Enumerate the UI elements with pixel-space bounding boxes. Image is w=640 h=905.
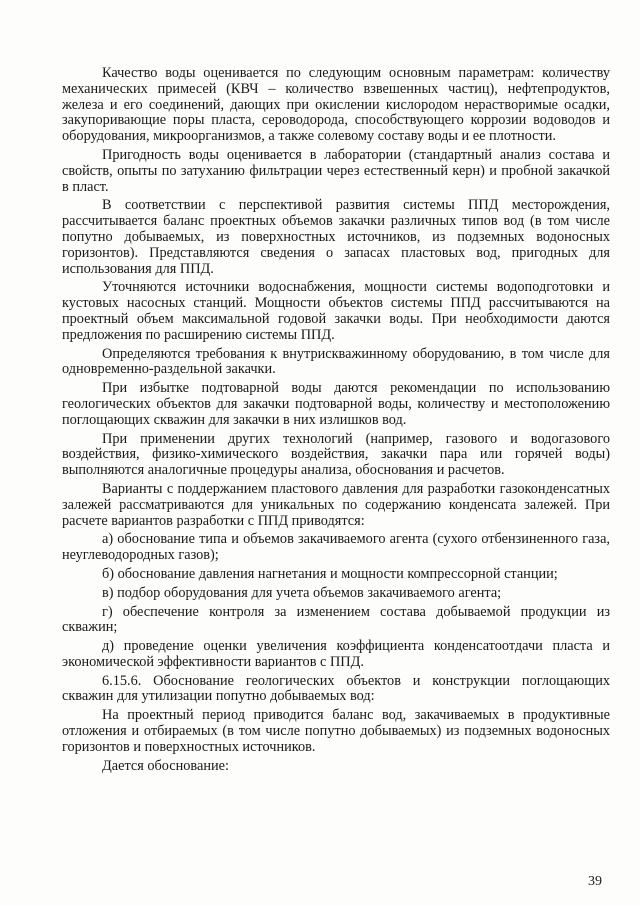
list-item-d: д) проведение оценки увеличения коэффициента конденсатоотдачи пласта и экономической эффективности вариантов с ППД. [62,638,610,670]
paragraph-downhole-equipment: Определяются требования к внутрискважинному оборудованию, в том числе для одновременно-раздельной закачки. [62,345,610,378]
list-item-a: а) обоснование типа и объемов закачиваемого агента (сухого отбензиненного газа, неуглеводородных газов); [62,531,610,564]
list-item-g: г) обеспечение контроля за изменением состава добываемой продукции из скважин; [62,603,610,636]
paragraph-water-balance: На проектный период приводится баланс вод, закачиваемых в продуктивные отложения и отбираемых (в том числе попутно добываемых) из подземных водоносных горизонтов и поверхностных источников. [62,707,610,755]
page-number: 39 [588,874,602,889]
paragraph-justification: Дается обоснование: [102,757,229,774]
list-item-b: б) обоснование давления нагнетания и мощности компрессорной станции; [102,565,558,582]
list-item-v: в) подбор оборудования для учета объемов закачиваемого агента; [102,584,502,601]
paragraph-other-technologies: При применении других технологий (например, газового и водогазового воздействия, физико-химического воздействия, закачки пара или горячей воды) выполняются аналогичные процедуры анализа, обоснования и расчетов. [62,430,610,479]
paragraph-excess-water: При избытке подтоварной воды даются рекомендации по использованию геологических объектов для закачки подтоварной воды, количеству и местоположению поглощающих скважин для закачки в них излишков вод. [62,380,610,428]
paragraph-volume-balance: В соответствии с перспективой развития системы ППД месторождения, рассчитывается баланс проектных объемов закачки различных типов вод (в том числе попутно добываемых, из поверхностных источников, из подземных водоносных горизонтов). Представляются сведения о запасах пластовых вод, пригодных для использования для ППД. [62,197,610,277]
document-body [62,66,610,777]
paragraph-water-sources: Уточняются источники водоснабжения, мощности системы водоподготовки и кустовых насосных станций. Мощности объектов системы ППД рассчитываются на проектный объем максимальной годовой закачки воды. При необходимости даются предложения по расширению системы ППД. [62,279,610,343]
paragraph-water-suitability: Пригодность воды оценивается в лаборатории (стандартный анализ состава и свойств, опыты по затуханию фильтрации через естественный керн) и пробной закачкой в пласт. [62,146,610,195]
section-heading-6-15-6: 6.15.6. Обоснование геологических объектов и конструкции поглощающих скважин для утилизации попутно добываемых вод: [62,672,610,705]
paragraph-water-quality: Качество воды оценивается по следующим основным параметрам: количеству механических примесей (КВЧ – количество взвешенных частиц), нефтепродуктов, железа и его соединений, дающих при окислении кислородом нерастворимые осадки, закупоривающие поры пласта, сероводорода, способствующего коррозии водоводов и оборудования, микроорганизмов, а также солевому составу воды и ее плотности. [62,65,610,145]
paragraph-gas-condensate-variants: Варианты с поддержанием пластового давления для разработки газоконденсатных залежей рассматриваются для уникальных по содержанию конденсата залежей. При расчете вариантов разработки с ППД приводятся: [62,480,610,529]
